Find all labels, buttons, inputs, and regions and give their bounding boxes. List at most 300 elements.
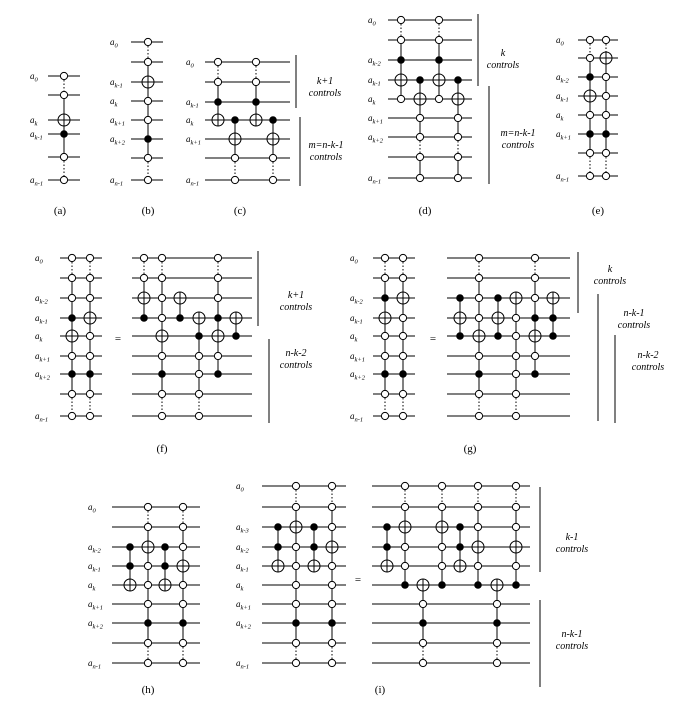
qubit-subscript: k+1: [114, 120, 126, 128]
open-control-dot: [399, 390, 406, 397]
qubit-label: [368, 75, 381, 88]
open-control-dot: [68, 254, 75, 261]
qubit-subscript: k+1: [372, 118, 384, 126]
qubit-label: [186, 134, 201, 147]
panel-a: [30, 71, 80, 217]
filled-control-dot: [126, 562, 134, 570]
filled-control-dot: [416, 76, 424, 84]
filled-control-dot: [397, 56, 405, 64]
qubit-subscript: k+1: [240, 604, 252, 612]
panel-f: [35, 251, 312, 455]
open-control-dot: [292, 659, 299, 666]
qubit-label: [556, 110, 564, 123]
qubit-letter: a: [368, 132, 373, 142]
filled-control-dot: [586, 73, 594, 81]
qubit-letter: a: [110, 77, 115, 87]
open-control-dot: [179, 523, 186, 530]
open-control-dot: [179, 543, 186, 550]
qubit-label: [110, 175, 123, 188]
open-control-dot: [269, 176, 276, 183]
bracket-label: controls: [617, 320, 651, 331]
open-control-dot: [328, 600, 335, 607]
open-control-dot: [399, 274, 406, 281]
filled-control-dot: [456, 543, 464, 551]
filled-control-dot: [512, 581, 520, 589]
qubit-label: [236, 618, 252, 631]
filled-control-dot: [456, 332, 464, 340]
bracket-label: k+1: [287, 290, 305, 301]
filled-control-dot: [274, 543, 282, 551]
filled-control-dot: [86, 370, 94, 378]
open-control-dot: [381, 352, 388, 359]
open-control-dot: [60, 153, 67, 160]
filled-control-dot: [179, 619, 187, 627]
open-control-dot: [140, 254, 147, 261]
qubit-letter: a: [350, 411, 355, 421]
bracket-label: n-k-1: [623, 308, 645, 319]
qubit-subscript: k+1: [190, 139, 202, 147]
open-control-dot: [179, 659, 186, 666]
qubit-label: [30, 129, 43, 142]
open-control-dot: [68, 294, 75, 301]
qubit-letter: a: [350, 369, 355, 379]
qubit-letter: a: [236, 481, 241, 491]
open-control-dot: [144, 639, 151, 646]
open-control-dot: [292, 543, 299, 550]
qubit-letter: a: [350, 351, 355, 361]
filled-control-dot: [252, 98, 260, 106]
panel-caption: (i): [374, 684, 386, 696]
open-control-dot: [435, 36, 442, 43]
filled-control-dot: [161, 543, 169, 551]
qubit-subscript: k-2: [39, 298, 48, 306]
qubit-label: [110, 115, 125, 128]
qubit-subscript: 0: [240, 486, 244, 494]
filled-control-dot: [401, 581, 409, 589]
qubit-letter: a: [556, 129, 561, 139]
qubit-letter: a: [186, 175, 191, 185]
filled-control-dot: [68, 314, 76, 322]
qubit-subscript: n-1: [114, 180, 124, 188]
open-control-dot: [475, 254, 482, 261]
filled-control-dot: [214, 98, 222, 106]
panel-caption: (e): [591, 205, 605, 217]
qubit-subscript: k-1: [240, 566, 249, 574]
open-control-dot: [586, 172, 593, 179]
open-control-dot: [435, 95, 442, 102]
open-control-dot: [195, 370, 202, 377]
panel-g: [350, 252, 664, 455]
qubit-letter: a: [110, 96, 115, 106]
qubit-subscript: 0: [34, 76, 38, 84]
qubit-label: [30, 71, 39, 84]
open-control-dot: [158, 274, 165, 281]
filled-control-dot: [310, 523, 318, 531]
qubit-label: [30, 175, 43, 188]
filled-control-dot: [310, 543, 318, 551]
qubit-letter: a: [35, 351, 40, 361]
qubit-label: [88, 561, 101, 574]
qubit-letter: a: [35, 411, 40, 421]
open-control-dot: [144, 154, 151, 161]
panel-h: [88, 502, 200, 696]
qubit-letter: a: [110, 175, 115, 185]
qubit-subscript: k+2: [354, 374, 366, 382]
panel-caption: (a): [53, 205, 67, 217]
open-control-dot: [438, 503, 445, 510]
qubit-subscript: k: [372, 99, 376, 107]
qubit-label: [236, 658, 249, 671]
open-control-dot: [328, 562, 335, 569]
qubit-label: [556, 171, 569, 184]
open-control-dot: [438, 562, 445, 569]
bracket-label: m=n-k-1: [308, 140, 344, 151]
open-control-dot: [454, 153, 461, 160]
equals-sign: =: [354, 574, 362, 586]
open-control-dot: [252, 58, 259, 65]
open-control-dot: [531, 352, 538, 359]
qubit-subscript: k-2: [92, 547, 101, 555]
qubit-label: [30, 115, 38, 128]
open-control-dot: [214, 294, 221, 301]
qubit-label: [236, 561, 249, 574]
open-control-dot: [602, 149, 609, 156]
open-control-dot: [292, 600, 299, 607]
qubit-label: [236, 580, 244, 593]
bracket-label: controls: [309, 152, 343, 163]
qubit-letter: a: [368, 55, 373, 65]
qubit-subscript: k-1: [372, 80, 381, 88]
open-control-dot: [231, 154, 238, 161]
qubit-letter: a: [35, 253, 40, 263]
filled-control-dot: [454, 76, 462, 84]
open-control-dot: [474, 523, 481, 530]
qubit-subscript: n-1: [560, 176, 570, 184]
open-control-dot: [512, 412, 519, 419]
open-control-dot: [586, 36, 593, 43]
filled-control-dot: [68, 370, 76, 378]
qubit-letter: a: [350, 313, 355, 323]
filled-control-dot: [602, 130, 610, 138]
bracket-label: k: [607, 264, 613, 275]
panel-caption: (f): [156, 443, 168, 455]
open-control-dot: [493, 659, 500, 666]
open-control-dot: [381, 412, 388, 419]
qubit-subscript: k: [190, 120, 194, 128]
open-control-dot: [399, 352, 406, 359]
open-control-dot: [381, 332, 388, 339]
qubit-label: [556, 129, 571, 142]
qubit-subscript: 0: [92, 507, 96, 515]
open-control-dot: [328, 659, 335, 666]
open-control-dot: [401, 562, 408, 569]
open-control-dot: [397, 16, 404, 23]
filled-control-dot: [232, 332, 240, 340]
qubit-label: [368, 15, 377, 28]
qubit-letter: a: [88, 618, 93, 628]
qubit-letter: a: [236, 599, 241, 609]
filled-control-dot: [438, 581, 446, 589]
open-control-dot: [60, 72, 67, 79]
filled-control-dot: [158, 370, 166, 378]
qubit-label: [88, 580, 96, 593]
open-control-dot: [399, 314, 406, 321]
qubit-letter: a: [368, 75, 373, 85]
open-control-dot: [381, 390, 388, 397]
filled-control-dot: [381, 370, 389, 378]
open-control-dot: [144, 581, 151, 588]
qubit-subscript: k: [92, 585, 96, 593]
qubit-subscript: k: [560, 115, 564, 123]
open-control-dot: [512, 523, 519, 530]
qubit-label: [88, 542, 102, 555]
qubit-letter: a: [186, 57, 191, 67]
qubit-label: [236, 481, 245, 494]
open-control-dot: [475, 390, 482, 397]
open-control-dot: [419, 639, 426, 646]
qubit-subscript: n-1: [92, 663, 102, 671]
open-control-dot: [269, 154, 276, 161]
bracket-label: controls: [501, 140, 535, 151]
open-control-dot: [158, 352, 165, 359]
filled-control-dot: [195, 332, 203, 340]
open-control-dot: [401, 503, 408, 510]
panel-b: [110, 37, 163, 217]
open-control-dot: [292, 503, 299, 510]
qubit-letter: a: [88, 561, 93, 571]
qubit-subscript: k+1: [39, 356, 51, 364]
qubit-label: [368, 173, 381, 186]
qubit-label: [35, 351, 50, 364]
filled-control-dot: [328, 619, 336, 627]
open-control-dot: [328, 581, 335, 588]
qubit-label: [350, 293, 364, 306]
qubit-label: [186, 57, 195, 70]
qubit-subscript: k+1: [354, 356, 366, 364]
open-control-dot: [416, 153, 423, 160]
qubit-label: [368, 113, 383, 126]
filled-control-dot: [269, 116, 277, 124]
equals-sign: =: [429, 333, 437, 345]
open-control-dot: [158, 254, 165, 261]
open-control-dot: [512, 562, 519, 569]
qubit-letter: a: [556, 91, 561, 101]
qubit-subscript: n-1: [240, 663, 250, 671]
qubit-label: [35, 411, 48, 424]
filled-control-dot: [456, 294, 464, 302]
filled-control-dot: [292, 619, 300, 627]
open-control-dot: [68, 352, 75, 359]
filled-control-dot: [60, 130, 68, 138]
qubit-subscript: k-1: [92, 566, 101, 574]
open-control-dot: [158, 294, 165, 301]
filled-control-dot: [381, 294, 389, 302]
open-control-dot: [179, 639, 186, 646]
qubit-label: [350, 369, 366, 382]
filled-control-dot: [531, 314, 539, 322]
qubit-label: [110, 37, 119, 50]
open-control-dot: [416, 133, 423, 140]
open-control-dot: [144, 97, 151, 104]
open-control-dot: [144, 503, 151, 510]
open-control-dot: [195, 390, 202, 397]
filled-control-dot: [549, 314, 557, 322]
bracket-label: m=n-k-1: [500, 128, 536, 139]
filled-control-dot: [383, 523, 391, 531]
open-control-dot: [512, 332, 519, 339]
qubit-subscript: k-2: [354, 298, 363, 306]
filled-control-dot: [419, 619, 427, 627]
open-control-dot: [179, 581, 186, 588]
bracket-label: controls: [555, 641, 589, 652]
qubit-subscript: k+2: [92, 623, 104, 631]
qubit-letter: a: [35, 369, 40, 379]
open-control-dot: [512, 370, 519, 377]
bracket-label: k-1: [565, 532, 579, 543]
open-control-dot: [231, 176, 238, 183]
open-control-dot: [86, 274, 93, 281]
open-control-dot: [158, 314, 165, 321]
qubit-letter: a: [236, 658, 241, 668]
bracket-label: controls: [631, 362, 665, 373]
open-control-dot: [86, 352, 93, 359]
open-control-dot: [292, 482, 299, 489]
qubit-label: [88, 502, 97, 515]
qubit-subscript: k-1: [114, 82, 123, 90]
equals-sign: =: [114, 333, 122, 345]
qubit-letter: a: [30, 71, 35, 81]
open-control-dot: [252, 78, 259, 85]
bracket-label: controls: [593, 276, 627, 287]
open-control-dot: [401, 543, 408, 550]
qubit-letter: a: [88, 580, 93, 590]
qubit-label: [35, 253, 44, 266]
open-control-dot: [195, 412, 202, 419]
qubit-label: [88, 658, 101, 671]
qubit-subscript: k-2: [240, 547, 249, 555]
open-control-dot: [328, 639, 335, 646]
qubit-subscript: n-1: [34, 180, 44, 188]
open-control-dot: [328, 482, 335, 489]
bracket-label: k+1: [316, 76, 334, 87]
qubit-label: [35, 369, 51, 382]
qubit-label: [110, 77, 123, 90]
open-control-dot: [214, 58, 221, 65]
open-control-dot: [195, 352, 202, 359]
filled-control-dot: [399, 370, 407, 378]
qubit-label: [186, 97, 199, 110]
qubit-label: [110, 96, 118, 109]
open-control-dot: [512, 482, 519, 489]
open-control-dot: [602, 111, 609, 118]
open-control-dot: [144, 562, 151, 569]
qubit-subscript: k+2: [240, 623, 252, 631]
open-control-dot: [602, 172, 609, 179]
open-control-dot: [475, 294, 482, 301]
qubit-letter: a: [368, 173, 373, 183]
open-control-dot: [86, 294, 93, 301]
open-control-dot: [454, 114, 461, 121]
open-control-dot: [68, 412, 75, 419]
bracket-label: k: [500, 48, 506, 59]
qubit-subscript: k+1: [92, 604, 104, 612]
qubit-subscript: k: [240, 585, 244, 593]
qubit-letter: a: [186, 115, 191, 125]
qubit-label: [186, 175, 199, 188]
panel-i: [236, 481, 588, 696]
qubit-label: [350, 351, 365, 364]
qubit-letter: a: [236, 580, 241, 590]
open-control-dot: [144, 116, 151, 123]
qubit-label: [88, 618, 104, 631]
qubit-subscript: 0: [190, 62, 194, 70]
qubit-subscript: k-1: [560, 96, 569, 104]
filled-control-dot: [531, 370, 539, 378]
qubit-letter: a: [110, 115, 115, 125]
filled-control-dot: [231, 116, 239, 124]
qubit-subscript: k+2: [372, 137, 384, 145]
qubit-letter: a: [30, 115, 35, 125]
open-control-dot: [531, 254, 538, 261]
open-control-dot: [140, 274, 147, 281]
qubit-letter: a: [236, 561, 241, 571]
qubit-label: [236, 542, 250, 555]
open-control-dot: [435, 16, 442, 23]
qubit-label: [110, 134, 126, 147]
open-control-dot: [214, 352, 221, 359]
open-control-dot: [292, 581, 299, 588]
filled-control-dot: [140, 314, 148, 322]
panel-d: [368, 14, 536, 217]
open-control-dot: [68, 390, 75, 397]
bracket-label: controls: [279, 302, 313, 313]
qubit-subscript: k: [354, 336, 358, 344]
qubit-letter: a: [110, 134, 115, 144]
qubit-subscript: k-1: [354, 318, 363, 326]
filled-control-dot: [383, 543, 391, 551]
filled-control-dot: [494, 294, 502, 302]
open-control-dot: [531, 274, 538, 281]
qubit-subscript: k-3: [240, 527, 249, 535]
qubit-subscript: k+1: [560, 134, 572, 142]
qubit-letter: a: [350, 331, 355, 341]
filled-control-dot: [493, 619, 501, 627]
open-control-dot: [144, 38, 151, 45]
open-control-dot: [474, 482, 481, 489]
qubit-label: [35, 293, 49, 306]
qubit-label: [35, 313, 48, 326]
open-control-dot: [493, 639, 500, 646]
open-control-dot: [158, 412, 165, 419]
qubit-subscript: k: [34, 120, 38, 128]
open-control-dot: [512, 390, 519, 397]
open-control-dot: [60, 176, 67, 183]
panel-caption: (c): [233, 205, 247, 217]
open-control-dot: [586, 54, 593, 61]
qubit-letter: a: [30, 129, 35, 139]
filled-control-dot: [144, 619, 152, 627]
qubit-label: [556, 72, 570, 85]
qubit-letter: a: [236, 618, 241, 628]
panel-c: [186, 55, 344, 217]
open-control-dot: [416, 114, 423, 121]
qubit-letter: a: [30, 175, 35, 185]
filled-control-dot: [176, 314, 184, 322]
qubit-letter: a: [186, 134, 191, 144]
qubit-letter: a: [556, 110, 561, 120]
filled-control-dot: [435, 56, 443, 64]
qubit-label: [350, 331, 358, 344]
